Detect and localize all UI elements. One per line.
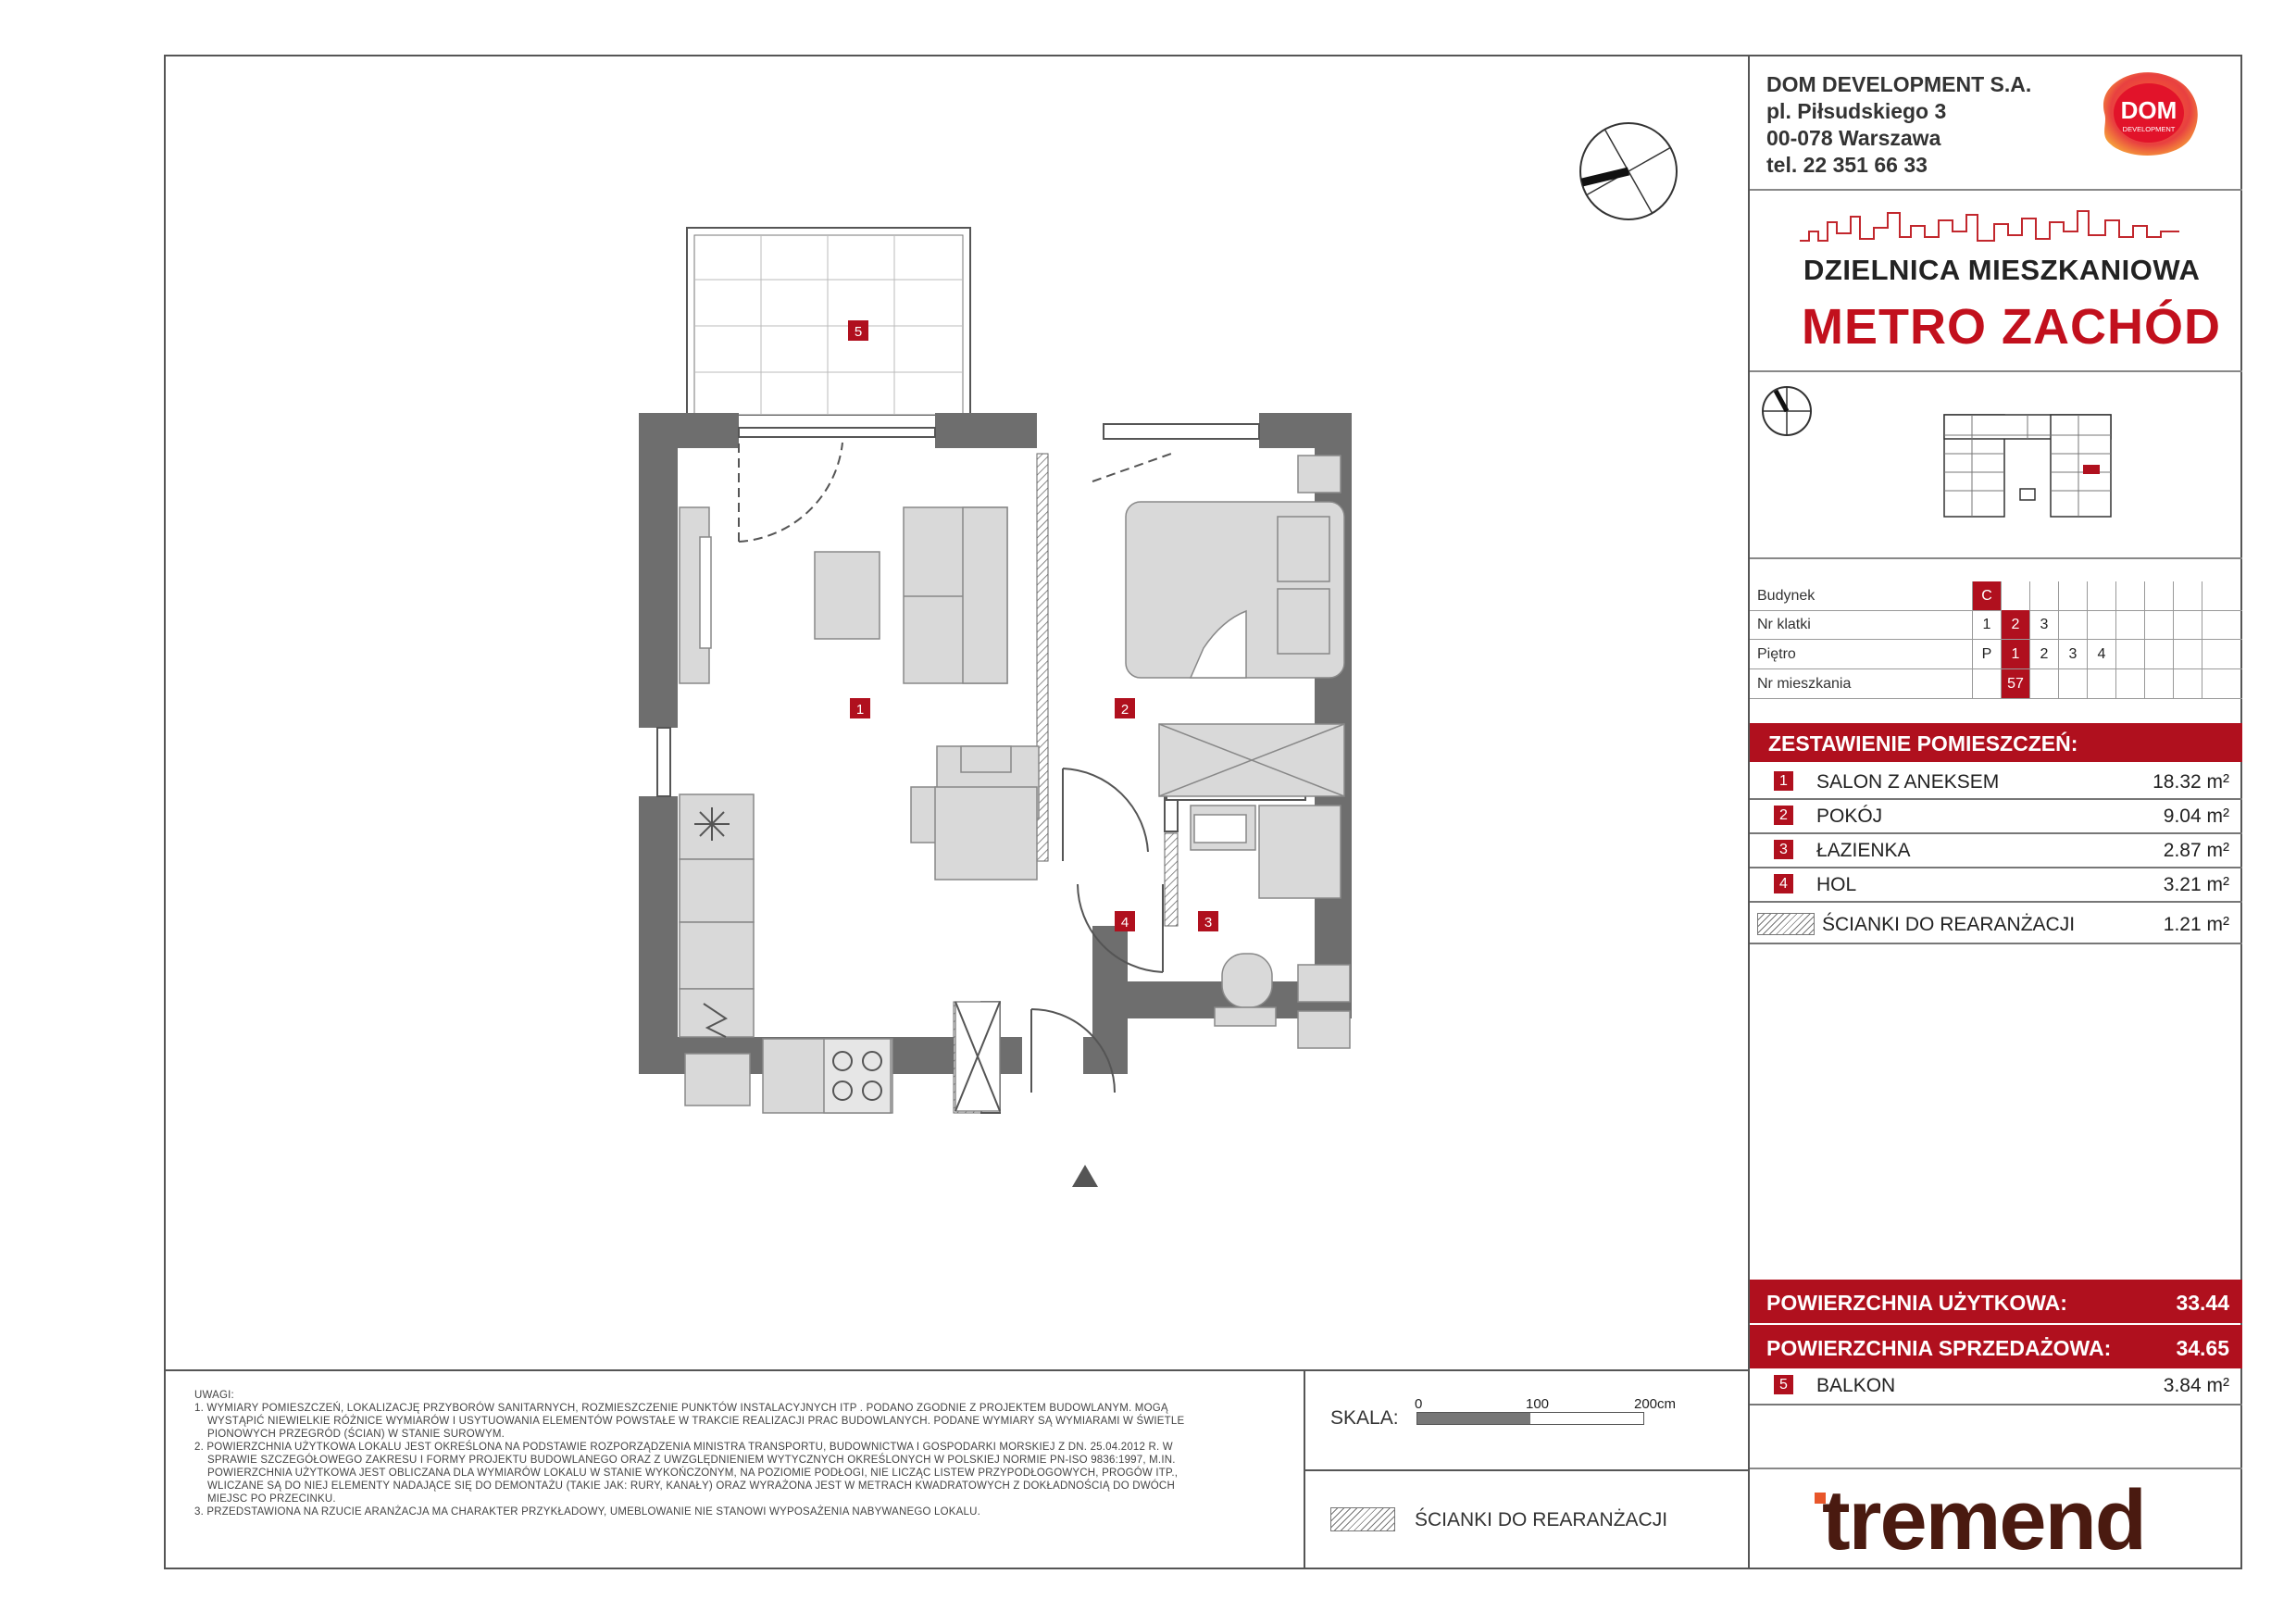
location-cell <box>2144 581 2173 610</box>
location-cell <box>2001 581 2029 610</box>
location-cell <box>2144 610 2173 639</box>
room-row <box>1750 799 2242 834</box>
note-line: WLICZANE SĄ DO NIEJ ELEMENTY NADAJĄCE SIĘ DO DEMONTAŻU (TAKIE JAK: RURY, KANAŁY) ORAZ WYRAŻONA JEST W METRACH KWADRATOWYCH Z DOKŁADNOŚCIĄ DO DWÓCH <box>207 1480 1175 1492</box>
plan-label-4: 4 <box>1120 915 1129 931</box>
location-row-label: Nr mieszkania <box>1757 676 1852 692</box>
legend-label: ŚCIANKI DO REARANŻACJI <box>1415 1509 1668 1530</box>
location-cell: 2 <box>2029 640 2058 668</box>
scale-bar <box>1416 1412 1644 1425</box>
room-name: POKÓJ <box>1816 806 1883 827</box>
hatch-swatch <box>1757 913 1815 935</box>
cooktop-box <box>680 794 754 859</box>
location-cell: 1 <box>2001 640 2029 668</box>
logo-text: DOM <box>2120 96 2177 124</box>
rooms-header: ZESTAWIENIE POMIESZCZEŃ: <box>1768 731 2078 756</box>
location-cell <box>2202 669 2230 698</box>
building-key-plan <box>1935 407 2120 528</box>
divider-project <box>1750 370 2242 372</box>
balcony-area: 3.84 m² <box>2163 1375 2229 1396</box>
balcony-area <box>687 228 970 415</box>
room-row <box>1750 833 2242 868</box>
divider-brand <box>1750 1468 2242 1469</box>
location-row <box>1750 581 2242 611</box>
note-line: PIONOWYCH PRZEGRÓD (ŚCIAN) W STANIE SUROWYM. <box>207 1429 505 1440</box>
skyline-icon <box>1800 204 2189 255</box>
plan-label-5: 5 <box>854 324 863 340</box>
scale-bar-fill <box>1417 1413 1530 1424</box>
location-cell <box>2202 640 2230 668</box>
furniture <box>680 456 1350 1113</box>
sink-cabinet <box>680 922 754 989</box>
entrance-arrow-icon <box>1070 1163 1100 1189</box>
location-cell: 57 <box>2001 669 2029 698</box>
location-cell <box>2087 610 2115 639</box>
divider-keyplan <box>1750 557 2242 559</box>
scale-label: SKALA: <box>1330 1407 1399 1429</box>
sales-area-value: 34.65 <box>2176 1336 2229 1360</box>
room-name: ŁAZIENKA <box>1816 840 1911 861</box>
location-cell <box>2173 669 2202 698</box>
note-line: 1. WYMIARY POMIESZCZEŃ, LOKALIZACJĘ PRZYBORÓW SANITARNYCH, ROZMIESZCZENIE PUNKTÓW INSTALACYJNYCH ITP . PODANO ZGODNIE Z PROJEKTEM BUDOWLANYM. MOGĄ <box>194 1403 1168 1414</box>
company-address2: 00-078 Warszawa <box>1766 126 1941 150</box>
sales-area-bar <box>1750 1325 2242 1368</box>
project-line1: DZIELNICA MIESZKANIOWA <box>1803 254 2201 286</box>
partitions-name: ŚCIANKI DO REARANŻACJI <box>1822 914 2076 935</box>
location-cell <box>2144 669 2173 698</box>
project-line2: METRO ZACHÓD <box>1802 299 2221 355</box>
location-cell <box>2173 610 2202 639</box>
shelf <box>1298 456 1341 493</box>
divider-legend <box>1304 1469 1750 1471</box>
plan-label-2: 2 <box>1120 702 1129 718</box>
compass-small-icon <box>1759 383 1815 439</box>
note-line: 3. PRZEDSTAWIONA NA RZUCIE ARANŻACJA MA CHARAKTER PRZYKŁADOWY, UMEBLOWANIE NIE STANOWI WYPOSAŻENIA NABYWANEGO LOKALU. <box>194 1506 980 1518</box>
note-line: MIEJSC PO PRZECINKU. <box>207 1493 336 1505</box>
balcony-number: 5 <box>1774 1375 1793 1394</box>
location-cell <box>2144 640 2173 668</box>
location-cell: C <box>1972 581 2001 610</box>
usable-area-bar <box>1750 1280 2242 1323</box>
location-cell <box>2115 640 2144 668</box>
partitions-area: 1.21 m² <box>2163 914 2229 935</box>
location-cell: 2 <box>2001 610 2029 639</box>
room-area: 2.87 m² <box>2163 840 2229 861</box>
room-name: SALON Z ANEKSEM <box>1816 771 2000 793</box>
plan-label-3: 3 <box>1204 915 1213 931</box>
note-line: POWIERZCHNIA UŻYTKOWA JEST OBLICZANA DLA WYMIARÓW LOKALU W STANIE WYKOŃCZONYM, NA POZIOMIE PODŁOGI, NIE LICZĄC LISTEW PRZYPODŁOGOWYCH, PROGÓW ITP., <box>207 1468 1179 1479</box>
balcony-row <box>1750 1368 2242 1405</box>
room-number: 4 <box>1774 874 1793 893</box>
scale-tick-100: 100 <box>1526 1396 1550 1412</box>
location-row <box>1750 669 2242 699</box>
location-row-label: Nr klatki <box>1757 617 1811 632</box>
shower <box>1259 806 1341 898</box>
sales-area-label: POWIERZCHNIA SPRZEDAŻOWA: <box>1766 1336 2112 1360</box>
notes-block <box>194 1389 1287 1518</box>
location-cell: 4 <box>2087 640 2115 668</box>
room-area: 9.04 m² <box>2163 806 2229 827</box>
location-cell: 3 <box>2029 610 2058 639</box>
room-name: HOL <box>1816 874 1857 895</box>
location-cell: 3 <box>2058 640 2087 668</box>
brand-text: tremend <box>1822 1473 2145 1568</box>
location-cell <box>2087 669 2115 698</box>
location-cell <box>1972 669 2001 698</box>
room-area: 18.32 m² <box>2152 771 2229 793</box>
plan-label-1: 1 <box>855 702 865 718</box>
room-row <box>1750 868 2242 903</box>
room-number: 3 <box>1774 840 1793 859</box>
location-row-label: Budynek <box>1757 588 1816 604</box>
floor-plan <box>630 222 1389 1139</box>
location-cell: P <box>1972 640 2001 668</box>
company-name: DOM DEVELOPMENT S.A. <box>1766 72 2032 96</box>
logo-subtext: DEVELOPMENT <box>2122 125 2176 133</box>
location-cell <box>2173 581 2202 610</box>
note-line: WYSTĄPIĆ NIEWIELKIE RÓŻNICE WYMIARÓW I USYTUOWANIA ELEMENTÓW POWSTAŁE W TRAKCIE REALIZACJI PRAC BUDOWLANYCH. PODANE WYMIARY SĄ WYMIARAMI W ŚWIETLE <box>207 1416 1185 1427</box>
room-row <box>1750 765 2242 800</box>
location-cell <box>2202 581 2230 610</box>
note-line: 2. POWIERZCHNIA UŻYTKOWA LOKALU JEST OKREŚLONA NA PODSTAWIE ROZPORZĄDZENIA MINISTRA TRANSPORTU, BUDOWNICTWA I GOSPODARKI MORSKIEJ Z DN. 25.04.2012 R. W <box>194 1442 1173 1453</box>
notes-lines <box>194 1402 1287 1518</box>
company-address1: pl. Piłsudskiego 3 <box>1766 99 1947 123</box>
divider-notes <box>164 1369 1750 1371</box>
location-row <box>1750 610 2242 640</box>
company-block <box>1766 71 2031 179</box>
scale-tick-0: 0 <box>1415 1396 1423 1412</box>
location-cell <box>2029 581 2058 610</box>
tremend-logo <box>1815 1472 2145 1569</box>
location-cell <box>2115 669 2144 698</box>
rooms-header-bar <box>1750 723 2242 762</box>
toilet <box>1222 954 1272 1007</box>
location-cell <box>2173 640 2202 668</box>
legend-hatch-swatch <box>1330 1507 1395 1531</box>
balcony-name: BALKON <box>1816 1375 1896 1396</box>
company-phone: tel. 22 351 66 33 <box>1766 153 1928 177</box>
location-cell <box>2058 669 2087 698</box>
notes-title: UWAGI: <box>194 1390 234 1401</box>
location-cell <box>2087 581 2115 610</box>
scale-tick-200: 200cm <box>1634 1396 1677 1412</box>
divider-company <box>1750 189 2242 191</box>
location-cell <box>2115 581 2144 610</box>
room-number: 2 <box>1774 806 1793 825</box>
location-cell <box>2115 610 2144 639</box>
location-cell <box>2058 581 2087 610</box>
coffee-table <box>815 552 880 639</box>
usable-area-label: POWIERZCHNIA UŻYTKOWA: <box>1766 1291 2067 1315</box>
location-cell <box>2029 669 2058 698</box>
cabinet-bottom <box>685 1054 750 1106</box>
location-cell: 1 <box>1972 610 2001 639</box>
location-cell <box>2202 610 2230 639</box>
room-number: 1 <box>1774 771 1793 791</box>
usable-area-value: 33.44 <box>2176 1291 2229 1315</box>
compass-icon <box>1577 119 1680 223</box>
room-area: 3.21 m² <box>2163 874 2229 895</box>
note-line: SPRAWIE SZCZEGÓŁOWEGO ZAKRESU I FORMY PROJEKTU BUDOWLANEGO ORAZ Z UWZGLĘDNIENIEM WYTYCZNYCH OKREŚLONYCH W POLSKIEJ NORMIE PN-ISO 9836:1997, M.IN. <box>207 1455 1176 1466</box>
dom-development-logo <box>2088 65 2208 162</box>
partitions-row <box>1750 906 2242 944</box>
location-cell <box>2058 610 2087 639</box>
location-row-label: Piętro <box>1757 646 1796 662</box>
location-row <box>1750 640 2242 669</box>
